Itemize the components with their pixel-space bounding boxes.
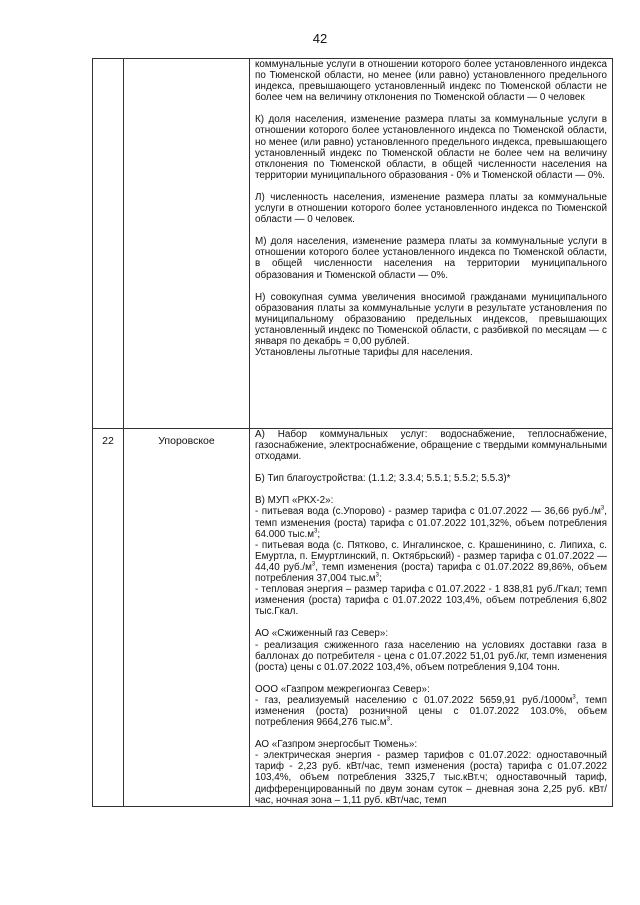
- table-row: [93, 429, 613, 807]
- data-table: [92, 58, 613, 807]
- paragraph: Л) численность населения, изменение размера платы за коммунальные услуги в отношении которого более установленного индекса по Тюменской области — 0 человек.: [255, 191, 607, 226]
- paragraph: М) доля населения, изменение размера платы за коммунальные услуги в отношении которого более установленного индекса по Тюменской области, в общей численности населения на территории муниципального образования и Тюменской области — 0%.: [255, 236, 607, 281]
- description-cell: [250, 59, 613, 429]
- amenity-type-paragraph: Б) Тип благоустройства: (1.1.2; 3.3.4; 5.5.1; 5.5.2; 5.5.3)*: [255, 473, 511, 485]
- provider-heading: АО «Газпром энергосбыт Тюмень»:: [255, 739, 418, 751]
- row-number-cell: [93, 59, 124, 429]
- tariff-line: - электрическая энергия - размер тарифов с 01.07.2022: одноставочный тариф - 2,23 руб. кВт/час, темп изменения (роста) тарифа с 01.07.2022 103,4%, объем потребления 3325,7 тыс.кВт.ч; одноставочный тариф, дифференцированный по двум зонам суток – дневная зона 2,25 руб. кВт/час, ночная зона – 1,11 руб. кВт/час, темп: [255, 750, 607, 806]
- tariff-line: - тепловая энергия – размер тарифа с 01.07.2022 - 1 838,81 руб./Гкал; темп изменения (роста) тарифа с 01.07.2022 103,4%, объем потребления 6,802 тыс.Гкал.: [255, 584, 607, 618]
- tariff-line: - реализация сжиженного газа населению на условиях доставки газа в баллонах до потребителя - цена с 01.07.2022 51,01 руб./кг, темп изменения (роста) цены с 01.07.2022 103,4%, объем потребления 9,104 тонн.: [255, 639, 607, 673]
- paragraph: Н) совокупная сумма увеличения вносимой гражданами муниципального образования платы за коммунальные услуги в результате установления по муниципальному образованию предельных индексов, превышающих установленный индекс по Тюменской области, с разбивкой по месяцам — с января по декабрь = 0,00 рублей.: [255, 291, 607, 347]
- municipality-cell: [124, 59, 250, 429]
- paragraph: К) доля населения, изменение размера платы за коммунальные услуги в отношении которого более установленного индекса по Тюменской области, но менее (или равно) установленного предельного индекса, превышающего установленный индекс по Тюменской области не более чем на величину отклонения по Тюменской области, в общей численности населения на территории муниципального образования - 0% и Тюменской области — 0%.: [255, 114, 607, 181]
- provider-heading: АО «Сжиженный газ Север»:: [255, 628, 389, 640]
- description-cell: [250, 429, 613, 807]
- services-paragraph: А) Набор коммунальных услуг: водоснабжение, теплоснабжение, газоснабжение, электроснабжение, обращение с твердыми коммунальными отходами.: [255, 429, 607, 463]
- table-row: [93, 59, 613, 429]
- provider-heading: В) МУП «РКХ-2»:: [255, 495, 334, 507]
- tariff-line: - питьевая вода (с.Упорово) - размер тарифа с 01.07.2022 — 36,66 $руб./м^3$, темп изменения (роста) тарифа с 01.07.2022 101,32%, объем потребления 64.000 $тыс.м^3$;: [255, 506, 607, 540]
- paragraph: Установлены льготные тарифы для населения.: [255, 347, 473, 359]
- page-number: 42: [312, 31, 328, 46]
- tariff-line: - газ, реализуемый населению с 01.07.2022 5659,91 $руб./1000м^3$, темп изменения (роста) розничной цены с 01.07.2022 103.0%, объем потребления 9664,276 $тыс.м^3$.: [255, 694, 607, 729]
- paragraph: коммунальные услуги в отношении которого более установленного индекса по Тюменской области, но менее (или равно) установленного предельного индекса, превышающего установленный индекс по Тюменской области не более чем на величину отклонения по Тюменской области — 0 человек: [255, 59, 607, 104]
- row-number-cell: 22: [93, 429, 124, 807]
- municipality-cell: Упоровское: [124, 429, 250, 807]
- provider-heading: ООО «Газпром межрегионгаз Север»:: [255, 683, 430, 695]
- tariff-line: - питьевая вода (с. Пятково, с. Ингалинское, с. Крашенинино, с. Липиха, с. Емуртла, п. Емуртлинский, п. Октябрьский) - размер тарифа с 01.07.2022 — 44,40 $руб./м^3$, темп изменения (роста) тарифа с 01.07.2022 89,86%, объем потребления 37,004 $тыс.м^3$;: [255, 539, 607, 585]
